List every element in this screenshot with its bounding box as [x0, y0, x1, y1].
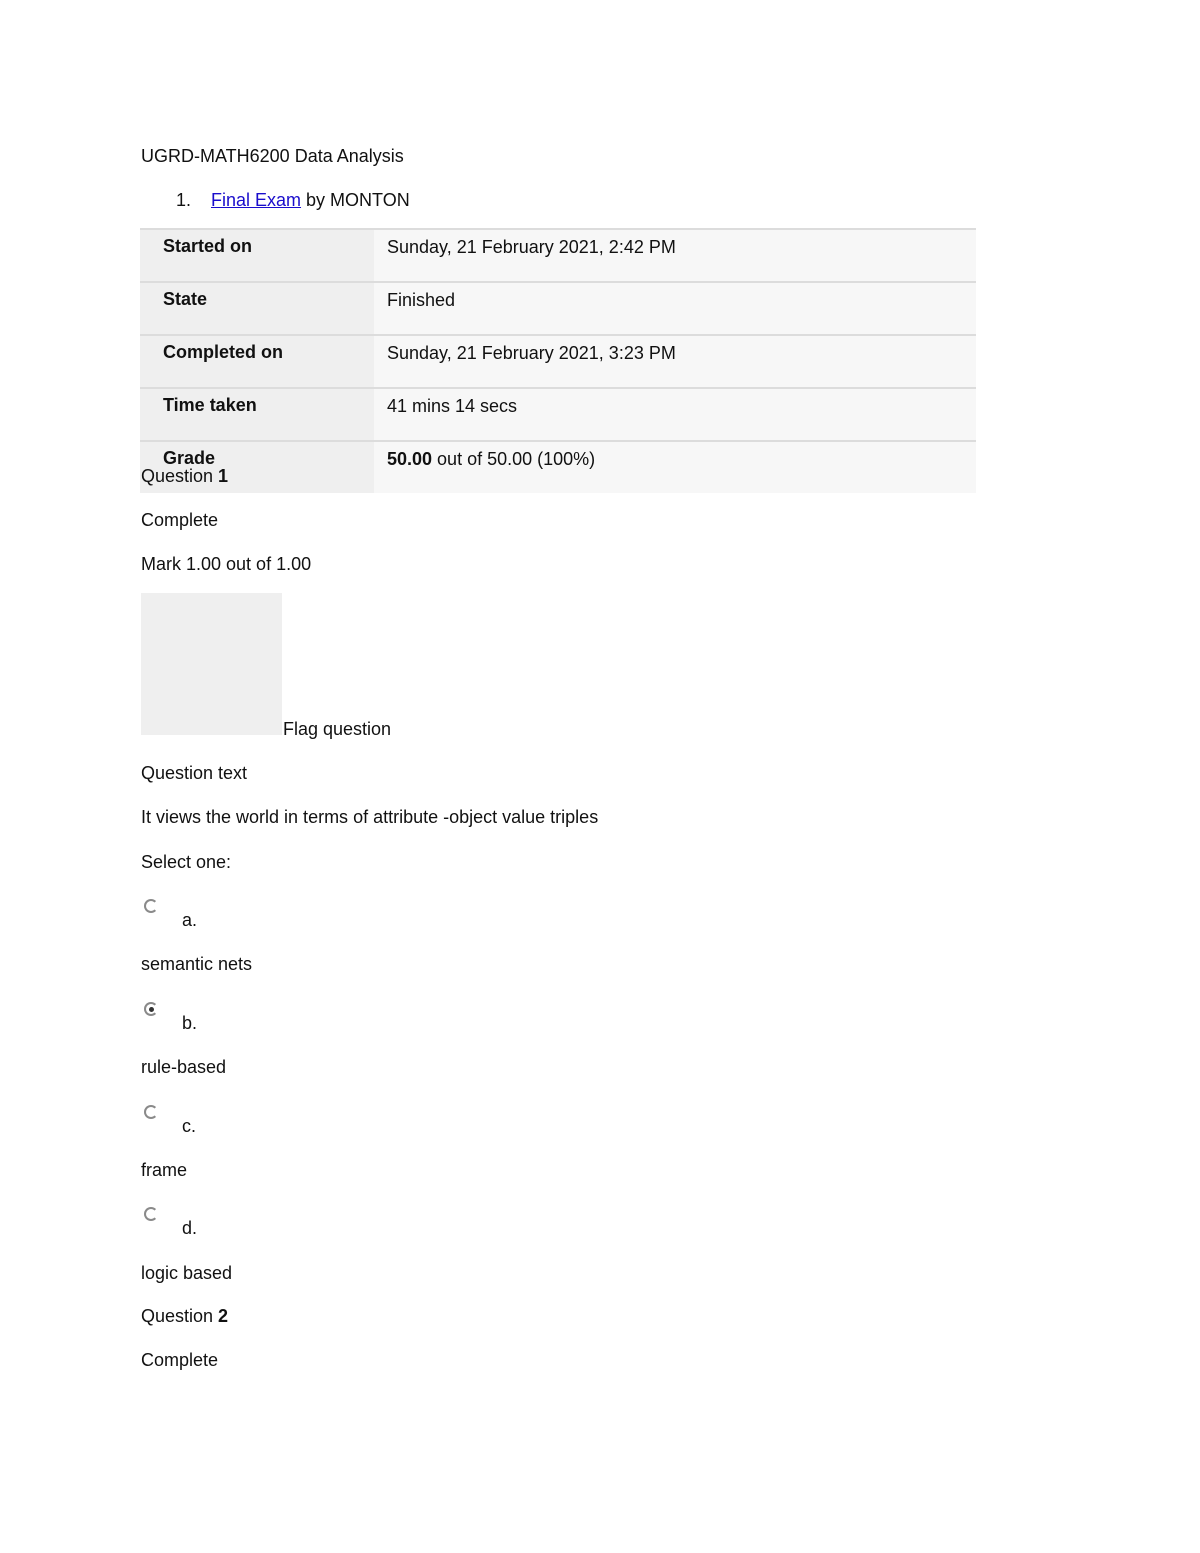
question-number: 1	[218, 466, 229, 486]
question-1-status: Complete	[141, 510, 219, 530]
summary-value: 41 mins 14 secs	[374, 388, 976, 441]
summary-label: State	[140, 282, 374, 335]
table-row	[140, 388, 976, 441]
question-1-text: It views the world in terms of attribute -object value triples	[141, 807, 599, 827]
attempt-summary-table	[140, 228, 976, 493]
table-row	[140, 229, 976, 282]
summary-label: Grade	[140, 441, 374, 493]
question-number: 2	[218, 1306, 229, 1326]
summary-label: Completed on	[140, 335, 374, 388]
flag-icon[interactable]	[141, 593, 282, 735]
summary-label: Time taken	[140, 388, 374, 441]
option-a-letter: a.	[182, 910, 198, 930]
summary-value: Sunday, 21 February 2021, 3:23 PM	[374, 335, 976, 388]
flag-question-link[interactable]: Flag question	[283, 719, 392, 739]
question-1-mark: Mark 1.00 out of 1.00	[141, 554, 312, 574]
table-row	[140, 282, 976, 335]
summary-value: Finished	[374, 282, 976, 335]
breadcrumb-suffix: by MONTON	[301, 190, 410, 210]
option-c-letter: c.	[182, 1116, 197, 1136]
option-d-letter: d.	[182, 1218, 198, 1238]
question-2-status: Complete	[141, 1350, 219, 1370]
table-row	[140, 441, 976, 493]
option-c-label[interactable]: frame	[141, 1160, 188, 1180]
option-b-radio[interactable]	[144, 1002, 158, 1016]
grade-value	[374, 441, 976, 493]
question-1-heading: Question 1	[141, 466, 229, 486]
option-b-label[interactable]: rule-based	[141, 1057, 227, 1077]
option-c-radio[interactable]	[144, 1105, 158, 1119]
option-d-label[interactable]: logic based	[141, 1263, 233, 1283]
option-a-label[interactable]: semantic nets	[141, 954, 253, 974]
summary-label: Started on	[140, 229, 374, 282]
course-title: UGRD-MATH6200 Data Analysis	[141, 146, 404, 166]
option-d-radio[interactable]	[144, 1207, 158, 1221]
grade-total: out of 50.00 (100%)	[432, 449, 596, 469]
option-a-radio[interactable]	[144, 899, 158, 913]
breadcrumb	[176, 189, 410, 211]
question-2-heading: Question 2	[141, 1306, 229, 1326]
grade-score: 50.00	[387, 449, 433, 469]
radio-selected-dot	[149, 1007, 154, 1012]
table-row	[140, 335, 976, 388]
select-one-prompt: Select one:	[141, 852, 232, 872]
final-exam-link[interactable]: Final Exam	[211, 190, 302, 210]
question-text-heading: Question text	[141, 763, 248, 783]
breadcrumb-number: 1.	[176, 190, 192, 210]
summary-value: Sunday, 21 February 2021, 2:42 PM	[374, 229, 976, 282]
option-b-letter: b.	[182, 1013, 198, 1033]
